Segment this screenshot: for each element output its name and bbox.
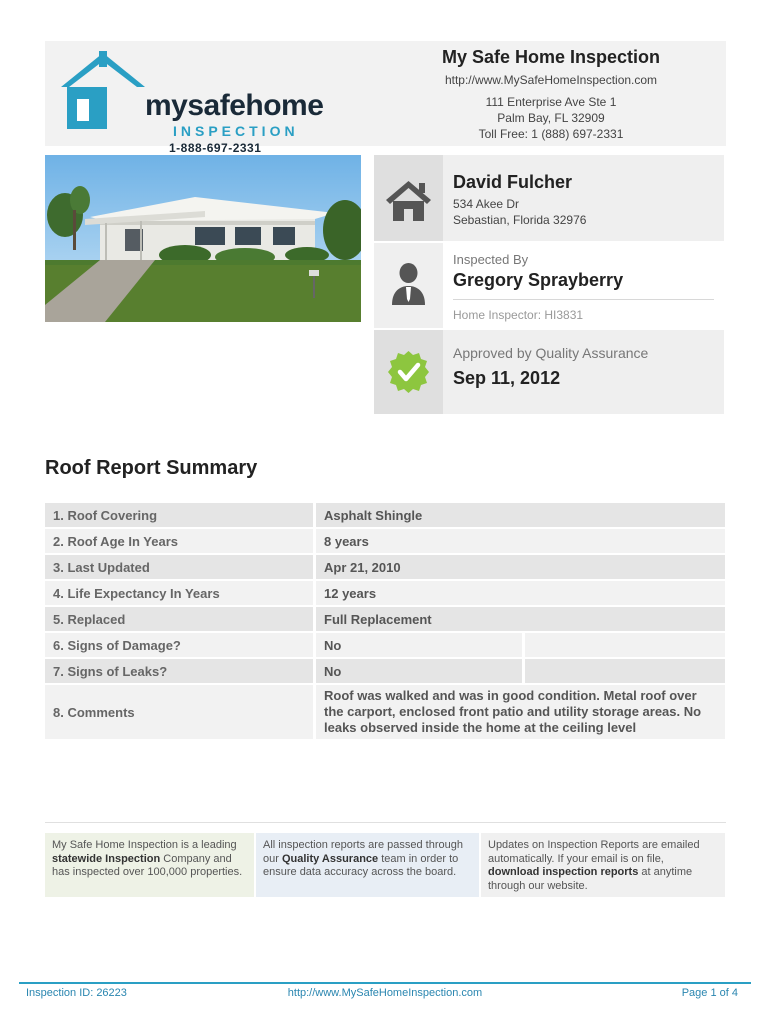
inspector-name: Gregory Sprayberry — [453, 270, 624, 290]
company-name: My Safe Home Inspection — [441, 47, 661, 67]
logo-phone-text: 1-888-697-2331 — [169, 141, 262, 155]
info-box-updates — [481, 833, 725, 897]
info-text: My Safe Home Inspection is a leading — [52, 839, 237, 851]
person-icon — [374, 243, 443, 328]
client-street: 534 Akee Dr — [453, 197, 520, 211]
info-text: All inspection reports are passed through our — [263, 839, 463, 865]
row-value: Asphalt Shingle — [316, 503, 725, 527]
roof-summary-table — [45, 501, 725, 741]
row-value: No — [316, 633, 522, 657]
row-value: No — [316, 659, 522, 683]
inspector-license: Home Inspector: HI3831 — [453, 308, 584, 322]
info-text: at anytime through our website. — [488, 866, 693, 892]
row-value: Full Replacement — [316, 607, 725, 631]
inspector-divider — [453, 299, 714, 300]
client-icon-box — [374, 155, 443, 241]
info-text: Updates on Inspection Reports are emailed automatically. If your email is on file, — [488, 839, 700, 865]
approval-block — [374, 330, 724, 414]
section-title: Roof Report Summary — [45, 457, 258, 479]
approval-date: Sep 11, 2012 — [453, 368, 561, 388]
info-box-company — [45, 833, 254, 897]
row-value: Apr 21, 2010 — [316, 555, 725, 579]
house-logo-icon — [53, 49, 153, 139]
table-row — [45, 685, 725, 739]
company-address-line2: Palm Bay, FL 32909 — [497, 111, 605, 125]
inspector-icon-box — [374, 243, 443, 328]
row-label: 8. Comments — [45, 685, 313, 739]
row-label: 1. Roof Covering — [45, 503, 313, 527]
download-reports-link[interactable]: download inspection reports — [488, 866, 639, 878]
approval-icon-box — [374, 330, 443, 414]
row-value: 12 years — [316, 581, 725, 605]
table-row — [45, 555, 725, 579]
table-row — [45, 503, 725, 527]
row-label: 2. Roof Age In Years — [45, 529, 313, 553]
info-text: Company and has inspected over 100,000 properties. — [52, 852, 243, 878]
inspected-by-label: Inspected By — [453, 252, 529, 267]
company-info — [421, 47, 681, 142]
footer-url-link[interactable]: http://www.MySafeHomeInspection.com — [287, 987, 483, 999]
table-row — [45, 659, 725, 683]
info-bold: statewide Inspection — [52, 852, 161, 865]
logo-sub-text: INSPECTION — [173, 123, 299, 139]
approval-label: Approved by Quality Assurance — [453, 345, 649, 361]
info-bold: Quality Assurance — [281, 852, 379, 865]
client-details — [443, 155, 724, 241]
info-box-quality — [256, 833, 479, 897]
inspector-details — [443, 243, 724, 328]
page-number: Page 1 of 4 — [681, 987, 738, 999]
verified-check-icon — [374, 330, 443, 414]
table-row — [45, 633, 725, 657]
table-row — [45, 529, 725, 553]
row-label: 6. Signs of Damage? — [45, 633, 313, 657]
row-value: 8 years — [316, 529, 725, 553]
report-header — [45, 41, 726, 155]
company-address-line1: 111 Enterprise Ave Ste 1 — [485, 95, 617, 109]
row-label: 4. Life Expectancy In Years — [45, 581, 313, 605]
client-block — [374, 155, 724, 241]
company-logo — [45, 41, 324, 155]
row-extra-cell — [525, 659, 725, 683]
inspector-block — [374, 243, 724, 328]
page-footer-rule — [19, 982, 751, 984]
table-row — [45, 607, 725, 631]
client-name: David Fulcher — [453, 172, 573, 192]
approval-details — [443, 330, 724, 414]
company-url-link[interactable]: http://www.MySafeHomeInspection.com — [444, 73, 658, 87]
row-label: 7. Signs of Leaks? — [45, 659, 313, 683]
client-city: Sebastian, Florida 32976 — [453, 213, 587, 227]
table-row — [45, 581, 725, 605]
company-toll-free: Toll Free: 1 (888) 697-2331 — [478, 127, 624, 141]
inspection-id: Inspection ID: 26223 — [26, 987, 127, 999]
info-text: team in order to ensure data accuracy across the board. — [263, 852, 459, 878]
row-label: 3. Last Updated — [45, 555, 313, 579]
footer-info-boxes — [45, 833, 725, 897]
footer-divider — [45, 822, 726, 823]
row-label: 5. Replaced — [45, 607, 313, 631]
row-value: Roof was walked and was in good condition. Metal roof over the carport, enclosed front patio and utility storage areas. No leaks observed inside the home at the ceiling level — [316, 685, 725, 739]
property-photo — [45, 155, 361, 322]
home-icon — [374, 155, 443, 241]
logo-brand-text: mysafehome — [145, 89, 324, 122]
row-extra-cell — [525, 633, 725, 657]
